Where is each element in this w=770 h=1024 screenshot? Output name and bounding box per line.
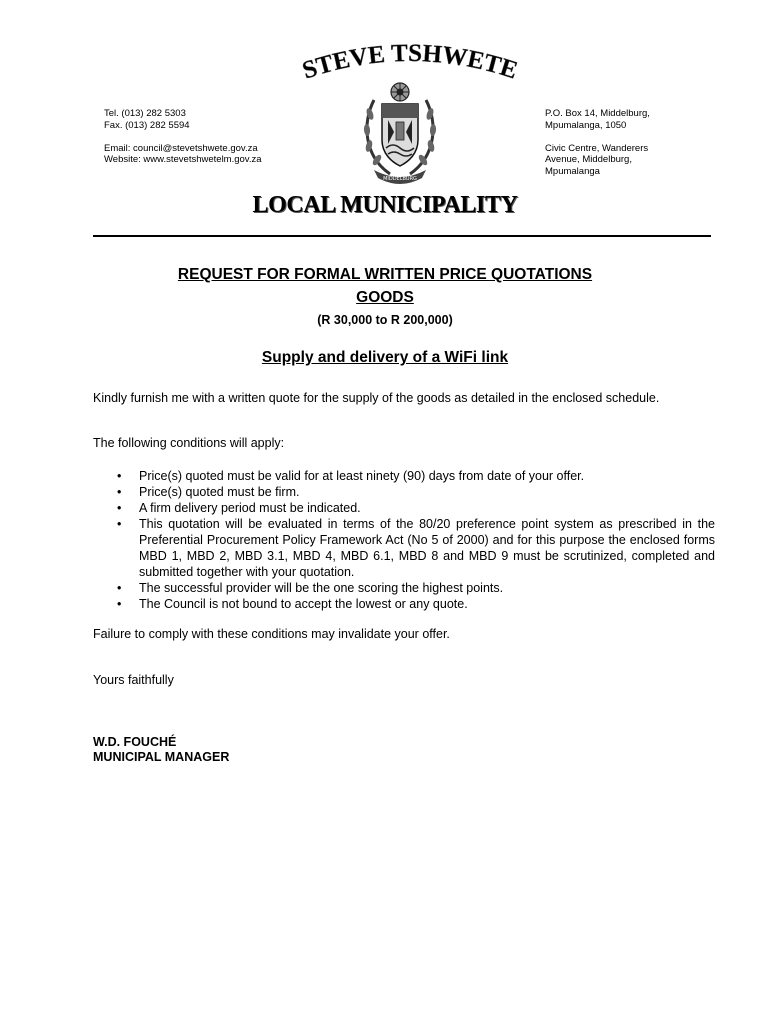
header-divider [93, 235, 711, 237]
condition-text: Price(s) quoted must be valid for at least ninety (90) days from date of your offer. [139, 469, 585, 483]
subject-heading: Supply and delivery of a WiFi link [261, 349, 509, 366]
list-item [93, 500, 715, 516]
bullet-glyph: • [117, 597, 122, 611]
warning-paragraph: Failure to comply with these conditions may invalidate your offer. [93, 627, 450, 641]
address-line-3: Mpumalanga [545, 165, 600, 177]
condition-text: A firm delivery period must be indicated. [139, 501, 361, 515]
condition-text: The Council is not bound to accept the lowest or any quote. [139, 597, 468, 611]
value-range: (R 30,000 to R 200,000) [317, 313, 453, 327]
list-item [93, 516, 715, 580]
condition-text: The successful provider will be the one scoring the highest points. [139, 581, 504, 595]
email-line: Email: council@stevetshwete.gov.za [104, 142, 258, 154]
list-item [93, 468, 715, 484]
bullet-glyph: • [117, 581, 122, 595]
address-line-2: Avenue, Middelburg, [545, 154, 632, 165]
condition-text: Price(s) quoted must be firm. [139, 485, 300, 499]
contact-left [104, 108, 262, 166]
conditions-intro: The following conditions will apply: [93, 436, 285, 450]
address-line-1: Civic Centre, Wanderers [545, 142, 649, 154]
signatory-name: W.D. FOUCHÉ [93, 735, 177, 749]
bullet-glyph: • [117, 517, 122, 531]
website-line: Website: www.stevetshwetelm.gov.za [104, 154, 262, 165]
contact-right [545, 108, 650, 177]
tel-line: Tel. (013) 282 5303 [104, 108, 186, 119]
list-item [93, 484, 715, 500]
org-name-text: STEVE TSHWETE [299, 39, 521, 85]
coat-of-arms-icon [360, 78, 440, 186]
bullet-glyph: • [117, 485, 122, 499]
bullet-glyph: • [117, 469, 122, 483]
po-box-line: P.O. Box 14, Middelburg, [545, 108, 650, 119]
conditions-list [93, 468, 715, 612]
po-box-line-2: Mpumalanga, 1050 [545, 119, 627, 131]
document-title: REQUEST FOR FORMAL WRITTEN PRICE QUOTATIONS [177, 266, 593, 283]
intro-paragraph: Kindly furnish me with a written quote for the supply of the goods as detailed in the enclosed schedule. [93, 391, 660, 405]
signatory-title: MUNICIPAL MANAGER [93, 750, 230, 764]
crest-motto: MIDDELBURG [383, 176, 417, 182]
condition-text: This quotation will be evaluated in terms of the 80/20 preference point system as prescribed in the Preferential Procurement Policy Framework Act (No 5 of 2000) and for this purpose the enclosed forms MBD 1, MBD 2, MBD 3.1, MBD 4, MBD 6.1, MBD 8 and MBD 9 must be scrutinized, completed and submitted together with your quotation. [139, 517, 715, 579]
list-item [93, 596, 715, 612]
fax-line: Fax. (013) 282 5594 [104, 119, 190, 131]
document-category: GOODS [356, 289, 414, 306]
bullet-glyph: • [117, 501, 122, 515]
closing-line: Yours faithfully [93, 673, 174, 687]
list-item [93, 580, 715, 596]
municipality-subtitle: LOCAL MUNICIPALITY [252, 192, 518, 218]
